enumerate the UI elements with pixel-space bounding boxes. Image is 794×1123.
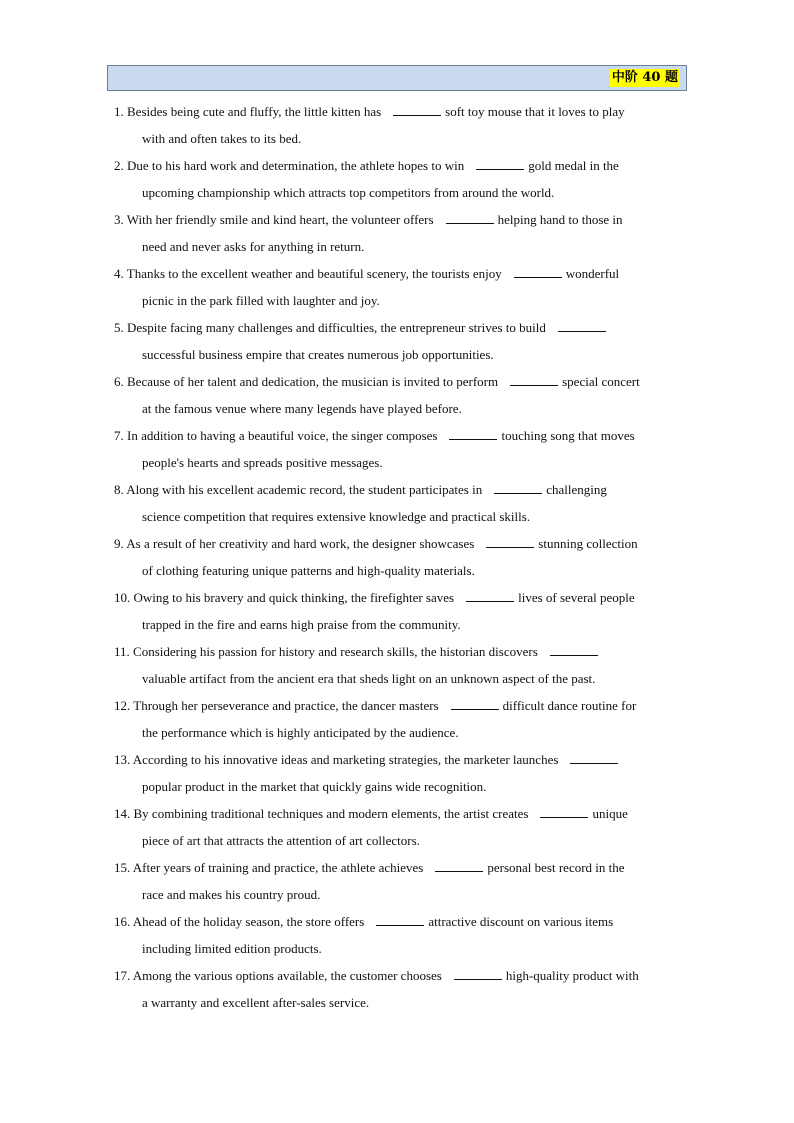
question-line-2: at the famous venue where many legends have played before. [142,401,462,416]
question-text-after: gold medal in the [528,158,619,173]
question-line-2: trapped in the fire and earns high praise from the community. [142,617,461,632]
answer-blank [514,265,562,278]
question-number: 12. [114,698,131,713]
question-text-after: soft toy mouse that it loves to play [445,104,625,119]
question-line-1 [114,746,684,773]
question-line-2: race and makes his country proud. [142,887,321,902]
question-item [114,422,684,476]
answer-blank [376,913,424,926]
question-line-1 [114,800,684,827]
question-line-2: people's hearts and spreads positive messages. [142,455,383,470]
question-number: 9. [114,536,124,551]
question-item [114,692,684,746]
question-text-before: Thanks to the excellent weather and beautiful scenery, the tourists enjoy [126,266,502,281]
question-text-before: After years of training and practice, the athlete achieves [132,860,424,875]
question-number: 13. [114,752,131,767]
question-line-1 [114,476,684,503]
question-text-before: Along with his excellent academic record, the student participates in [126,482,483,497]
question-text-before: According to his innovative ideas and marketing strategies, the marketer launches [132,752,559,767]
answer-blank [550,643,598,656]
answer-blank [393,103,441,116]
question-number: 10. [114,590,131,605]
question-number: 16. [114,914,131,929]
question-line-2: a warranty and excellent after-sales service. [142,995,370,1010]
question-line-2: valuable artifact from the ancient era that sheds light on an unknown aspect of the past. [142,671,596,686]
question-line-1 [114,584,684,611]
question-line-1 [114,692,684,719]
question-line-1 [114,422,684,449]
question-line-2: popular product in the market that quickly gains wide recognition. [142,779,487,794]
answer-blank [466,589,514,602]
question-number: 6. [114,374,124,389]
question-number: 15. [114,860,131,875]
question-line-2: with and often takes to its bed. [142,131,302,146]
question-line-2: piece of art that attracts the attention of art collectors. [142,833,420,848]
question-line-2: the performance which is highly anticipated by the audience. [142,725,459,740]
answer-blank [510,373,558,386]
question-text-after: helping hand to those in [497,212,623,227]
question-line-1 [114,98,684,125]
question-line-1 [114,854,684,881]
question-text-after: personal best record in the [487,860,625,875]
question-item [114,584,684,638]
question-item [114,638,684,692]
question-line-1 [114,368,684,395]
question-number: 2. [114,158,124,173]
question-line-2: upcoming championship which attracts top competitors from around the world. [142,185,555,200]
answer-blank [449,427,497,440]
question-item [114,908,684,962]
question-text-after: unique [592,806,628,821]
question-text-before: Owing to his bravery and quick thinking, the firefighter saves [133,590,455,605]
question-number: 5. [114,320,124,335]
question-number: 11. [114,644,130,659]
question-line-2: need and never asks for anything in return. [142,239,365,254]
question-number: 7. [114,428,124,443]
question-item [114,260,684,314]
question-number: 3. [114,212,124,227]
answer-blank [558,319,606,332]
answer-blank [494,481,542,494]
question-item [114,98,684,152]
question-line-1 [114,962,684,989]
answer-blank [540,805,588,818]
question-text-after: challenging [546,482,607,497]
answer-blank [570,751,618,764]
question-number: 8. [114,482,124,497]
question-line-1 [114,314,684,341]
question-text-before: With her friendly smile and kind heart, the volunteer offers [126,212,434,227]
question-item [114,800,684,854]
question-item [114,368,684,422]
question-line-2: of clothing featuring unique patterns and high-quality materials. [142,563,475,578]
question-text-before: Besides being cute and fluffy, the little kitten has [127,104,382,119]
question-text-after: special concert [562,374,640,389]
question-item [114,206,684,260]
question-number: 14. [114,806,131,821]
question-text-before: Due to his hard work and determination, the athlete hopes to win [127,158,465,173]
question-text-after: wonderful [565,266,620,281]
question-item [114,962,684,1016]
answer-blank [435,859,483,872]
question-item [114,746,684,800]
question-text-before: By combining traditional techniques and modern elements, the artist creates [133,806,529,821]
question-number: 1. [114,104,124,119]
section-header-bar [107,65,687,91]
question-text-before: In addition to having a beautiful voice, the singer composes [127,428,438,443]
question-line-1 [114,206,684,233]
question-text-after: stunning collection [538,536,638,551]
question-text-before: Through her perseverance and practice, the dancer masters [133,698,439,713]
question-line-1 [114,152,684,179]
question-text-after: lives of several people [518,590,635,605]
question-text-before: Because of her talent and dedication, the musician is invited to perform [127,374,499,389]
question-item [114,476,684,530]
question-text-after: attractive discount on various items [428,914,614,929]
question-number: 4. [114,266,124,281]
question-text-before: Ahead of the holiday season, the store offers [132,914,365,929]
question-line-2: science competition that requires extensive knowledge and practical skills. [142,509,531,524]
answer-blank [446,211,494,224]
question-item [114,530,684,584]
question-line-2: picnic in the park filled with laughter and joy. [142,293,380,308]
question-text-after: touching song that moves [501,428,635,443]
difficulty-tag: 中阶 40 题 [611,70,678,85]
question-text-after: high-quality product with [505,968,639,983]
answer-blank [451,697,499,710]
question-number: 17. [114,968,131,983]
question-list [114,98,684,1016]
answer-blank [486,535,534,548]
question-item [114,314,684,368]
answer-blank [476,157,524,170]
question-text-after: difficult dance routine for [502,698,637,713]
answer-blank [454,967,502,980]
question-line-1 [114,638,684,665]
question-line-1 [114,530,684,557]
question-text-before: As a result of her creativity and hard work, the designer showcases [126,536,475,551]
question-text-before: Among the various options available, the customer chooses [132,968,442,983]
question-line-2: successful business empire that creates numerous job opportunities. [142,347,494,362]
question-line-2: including limited edition products. [142,941,322,956]
question-text-before: Considering his passion for history and research skills, the historian discovers [133,644,538,659]
question-item [114,152,684,206]
question-line-1 [114,260,684,287]
question-item [114,854,684,908]
question-line-1 [114,908,684,935]
question-text-before: Despite facing many challenges and difficulties, the entrepreneur strives to build [127,320,546,335]
